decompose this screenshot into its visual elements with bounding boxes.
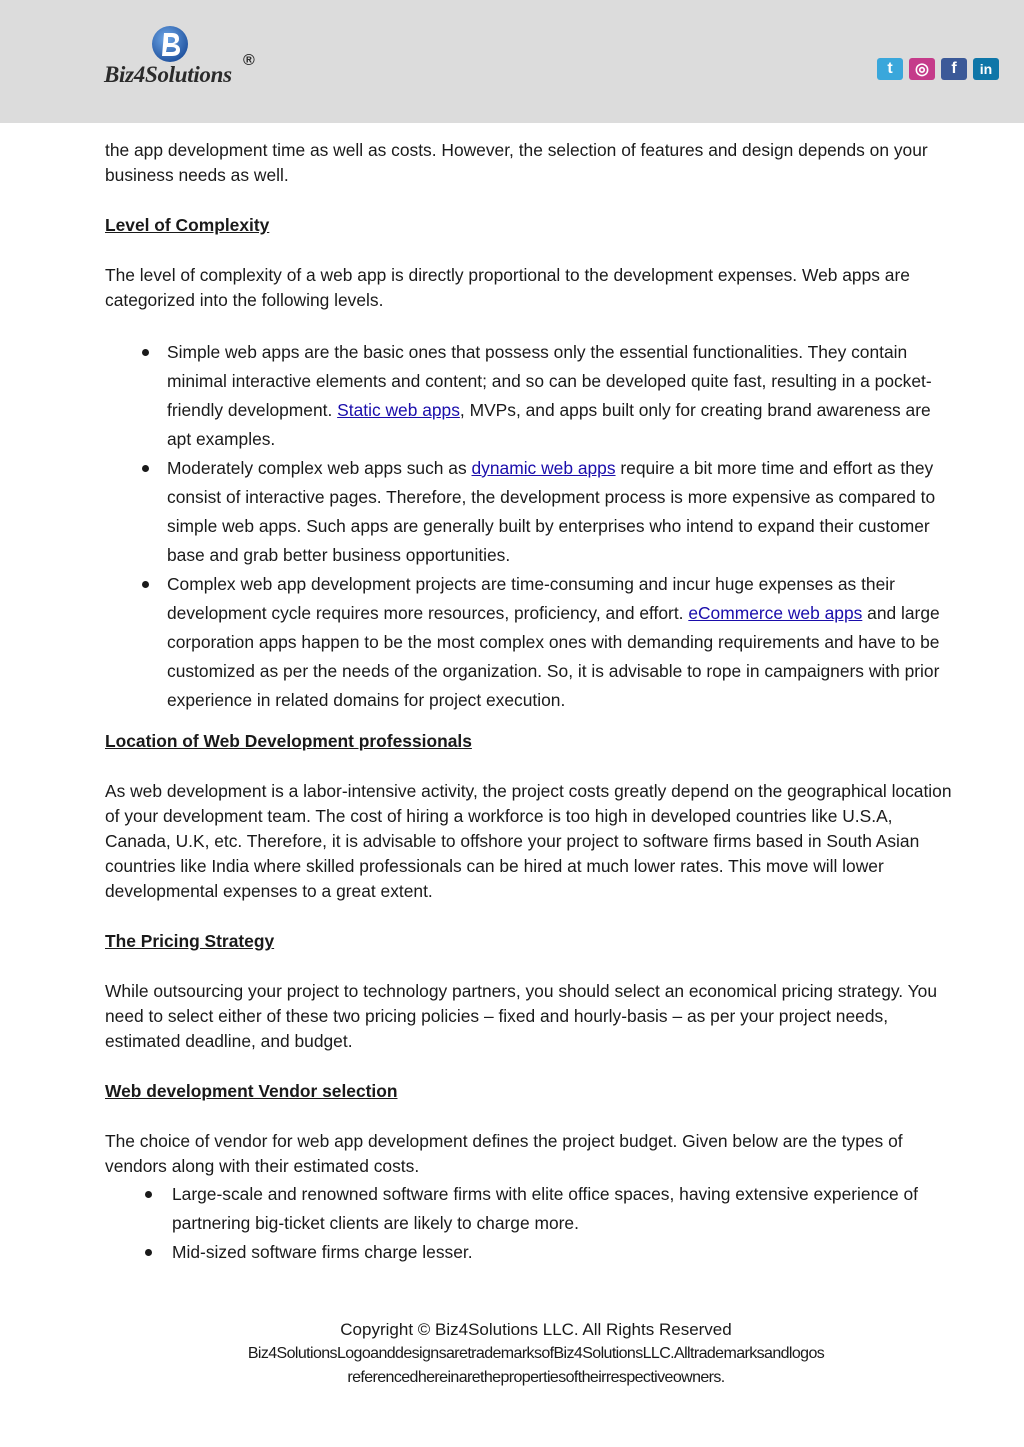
copyright-text: Copyright © Biz4Solutions LLC. All Rights Reserved — [340, 1320, 732, 1339]
vendor-list — [105, 1180, 953, 1267]
list-item-text: Complex web app development projects are time-consuming and incur huge expenses as their development cycle requires more resources, proficiency, and effort. — [167, 574, 895, 623]
dynamic-web-apps-link[interactable]: dynamic web apps — [471, 458, 616, 478]
heading-location: Location of Web Development professionals — [105, 731, 472, 751]
list-item-text: require a bit more time and effort as they consist of interactive pages. Therefore, the development process is more expensive as compared to simple web apps. Such apps are generally built by enterprises who intend to expand their customer base and grab better business opportunities. — [167, 458, 936, 565]
logo-mark-icon — [150, 24, 190, 64]
intro-paragraph: the app development time as well as costs. However, the selection of features and design depends on your business needs as well. — [105, 140, 928, 185]
list-item-text: Simple web apps are the basic ones that possess only the essential functionalities. They contain minimal interactive elements and content; and so can be developed quite fast, resulting in a pocket-friendly development. — [167, 342, 932, 420]
heading-pricing: The Pricing Strategy — [105, 931, 275, 951]
list-item-text: and large corporation apps happen to be the most complex ones with demanding requirements and have to be customized as per the needs of the organization. So, it is advisable to rope in campaigners with prior experience in related domains for project execution. — [167, 603, 940, 710]
list-item-text: Moderately complex web apps such as — [167, 458, 472, 478]
facebook-icon[interactable]: f — [941, 58, 967, 80]
page-header — [0, 0, 1024, 123]
list-item-text: , MVPs, and apps built only for creating brand awareness are apt examples. — [167, 400, 931, 449]
registered-mark: ® — [243, 52, 255, 69]
list-item: Mid-sized software firms charge lesser. — [105, 1238, 953, 1267]
social-links — [877, 58, 999, 82]
trademark-text-continued: referencedhereinarethepropertiesoftheirrespectiveowners. — [347, 1369, 725, 1386]
page-footer — [0, 1318, 1024, 1390]
static-web-apps-link[interactable]: Static web apps — [337, 400, 460, 420]
vendor-paragraph: The choice of vendor for web app development defines the project budget. Given below are the types of vendors along with their estimated costs. — [105, 1131, 903, 1176]
location-paragraph: As web development is a labor-intensive activity, the project costs greatly depend on the geographical location of your development team. The cost of hiring a workforce is too high in developed countries like U.S.A, Canada, U.K, etc. Therefore, it is advisable to offshore your project to software firms based in South Asian countries like India where skilled professionals can be hired at much lower rates. This move will lower developmental expenses to a great extent. — [105, 781, 952, 901]
document-body — [105, 138, 953, 1281]
company-logo[interactable] — [104, 24, 264, 92]
pricing-paragraph: While outsourcing your project to technology partners, you should select an economical pricing strategy. You need to select either of these two pricing policies – fixed and hourly-basis – as per your project needs, estimated deadline, and budget. — [105, 981, 937, 1051]
trademark-text: Biz4SolutionsLogoanddesignsaretrademarksofBiz4SolutionsLLC.Alltrademarksandlogos — [247, 1345, 825, 1362]
complexity-list — [105, 338, 953, 715]
list-item — [105, 570, 953, 715]
logo-text: Biz4Solutions — [104, 62, 232, 87]
instagram-icon[interactable]: ◎ — [909, 58, 935, 80]
linkedin-icon[interactable]: in — [973, 58, 999, 80]
heading-vendor: Web development Vendor selection — [105, 1081, 398, 1101]
list-item — [105, 454, 953, 570]
heading-complexity: Level of Complexity — [105, 215, 270, 235]
list-item — [105, 338, 953, 454]
twitter-icon[interactable]: t — [877, 58, 903, 80]
ecommerce-web-apps-link[interactable]: eCommerce web apps — [688, 603, 863, 623]
list-item: Large-scale and renowned software firms with elite office spaces, having extensive experience of partnering big-ticket clients are likely to charge more. — [105, 1180, 953, 1238]
complexity-paragraph: The level of complexity of a web app is directly proportional to the development expenses. Web apps are categorized into the following levels. — [105, 265, 910, 310]
